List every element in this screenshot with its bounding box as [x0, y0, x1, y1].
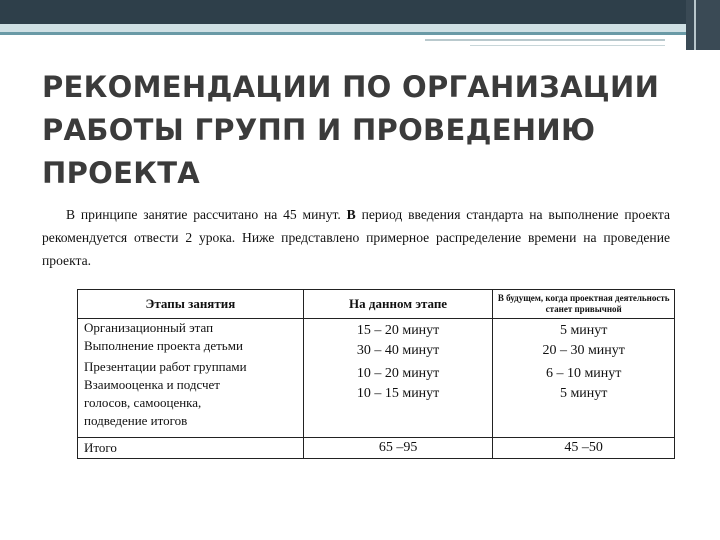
stage-item: подведение итогов	[84, 413, 188, 428]
top-corner-block	[686, 0, 720, 50]
future-value: 5 минут	[559, 323, 608, 338]
header-current: На данном этапе	[303, 290, 493, 319]
current-value: 10 – 15 минут	[356, 386, 440, 401]
stage-item: Выполнение проекта детьми	[84, 338, 243, 353]
top-band-accent	[0, 32, 686, 35]
intro-paragraph	[42, 203, 670, 272]
header-stages: Этапы занятия	[78, 290, 304, 319]
stage-item: голосов, самооценка,	[84, 395, 202, 410]
top-corner-line	[694, 0, 696, 50]
total-current: 65 –95	[303, 438, 493, 459]
table-row	[78, 319, 675, 438]
title-line: ПРОЕКТА	[42, 156, 201, 190]
future-value: 6 – 10 минут	[545, 366, 622, 381]
future-value: 20 – 30 минут	[542, 343, 625, 358]
title-line: РАБОТЫ ГРУПП И ПРОВЕДЕНИЮ	[42, 113, 596, 147]
total-future: 45 –50	[493, 438, 675, 459]
intro-bold: В	[346, 207, 356, 222]
header-future: В будущем, когда проектная деятельность станет привычной	[493, 290, 675, 319]
current-value: 30 – 40 минут	[356, 343, 440, 358]
table-total-row	[78, 438, 675, 459]
top-decoration	[0, 0, 720, 30]
table-header-row	[78, 290, 675, 319]
current-value: 15 – 20 минут	[356, 323, 440, 338]
total-label: Итого	[78, 438, 304, 459]
stages-cell	[78, 319, 304, 438]
top-thin-line	[470, 45, 665, 46]
current-value: 10 – 20 минут	[356, 366, 440, 381]
current-cell	[303, 319, 493, 438]
stage-item: Организационный этап	[84, 320, 214, 335]
top-band-light	[0, 24, 686, 32]
title-line: РЕКОМЕНДАЦИИ ПО ОРГАНИЗАЦИИ	[42, 70, 660, 104]
time-distribution-table	[77, 289, 675, 459]
future-value: 5 минут	[559, 386, 608, 401]
stage-item: Презентации работ группами	[84, 359, 247, 374]
slide-title	[42, 66, 682, 195]
intro-text: В принципе занятие рассчитано на 45 минут.	[66, 207, 347, 222]
top-thin-line	[425, 39, 665, 41]
stage-item: Взаимооценка и подсчет	[84, 377, 220, 392]
top-band-dark	[0, 0, 720, 24]
intro-text: период введения стандарта на выполнение проекта рекомендуется отвести 2 урока. Ниже представлено примерное распределение времени на проведение проекта.	[42, 207, 670, 268]
future-cell	[493, 319, 675, 438]
